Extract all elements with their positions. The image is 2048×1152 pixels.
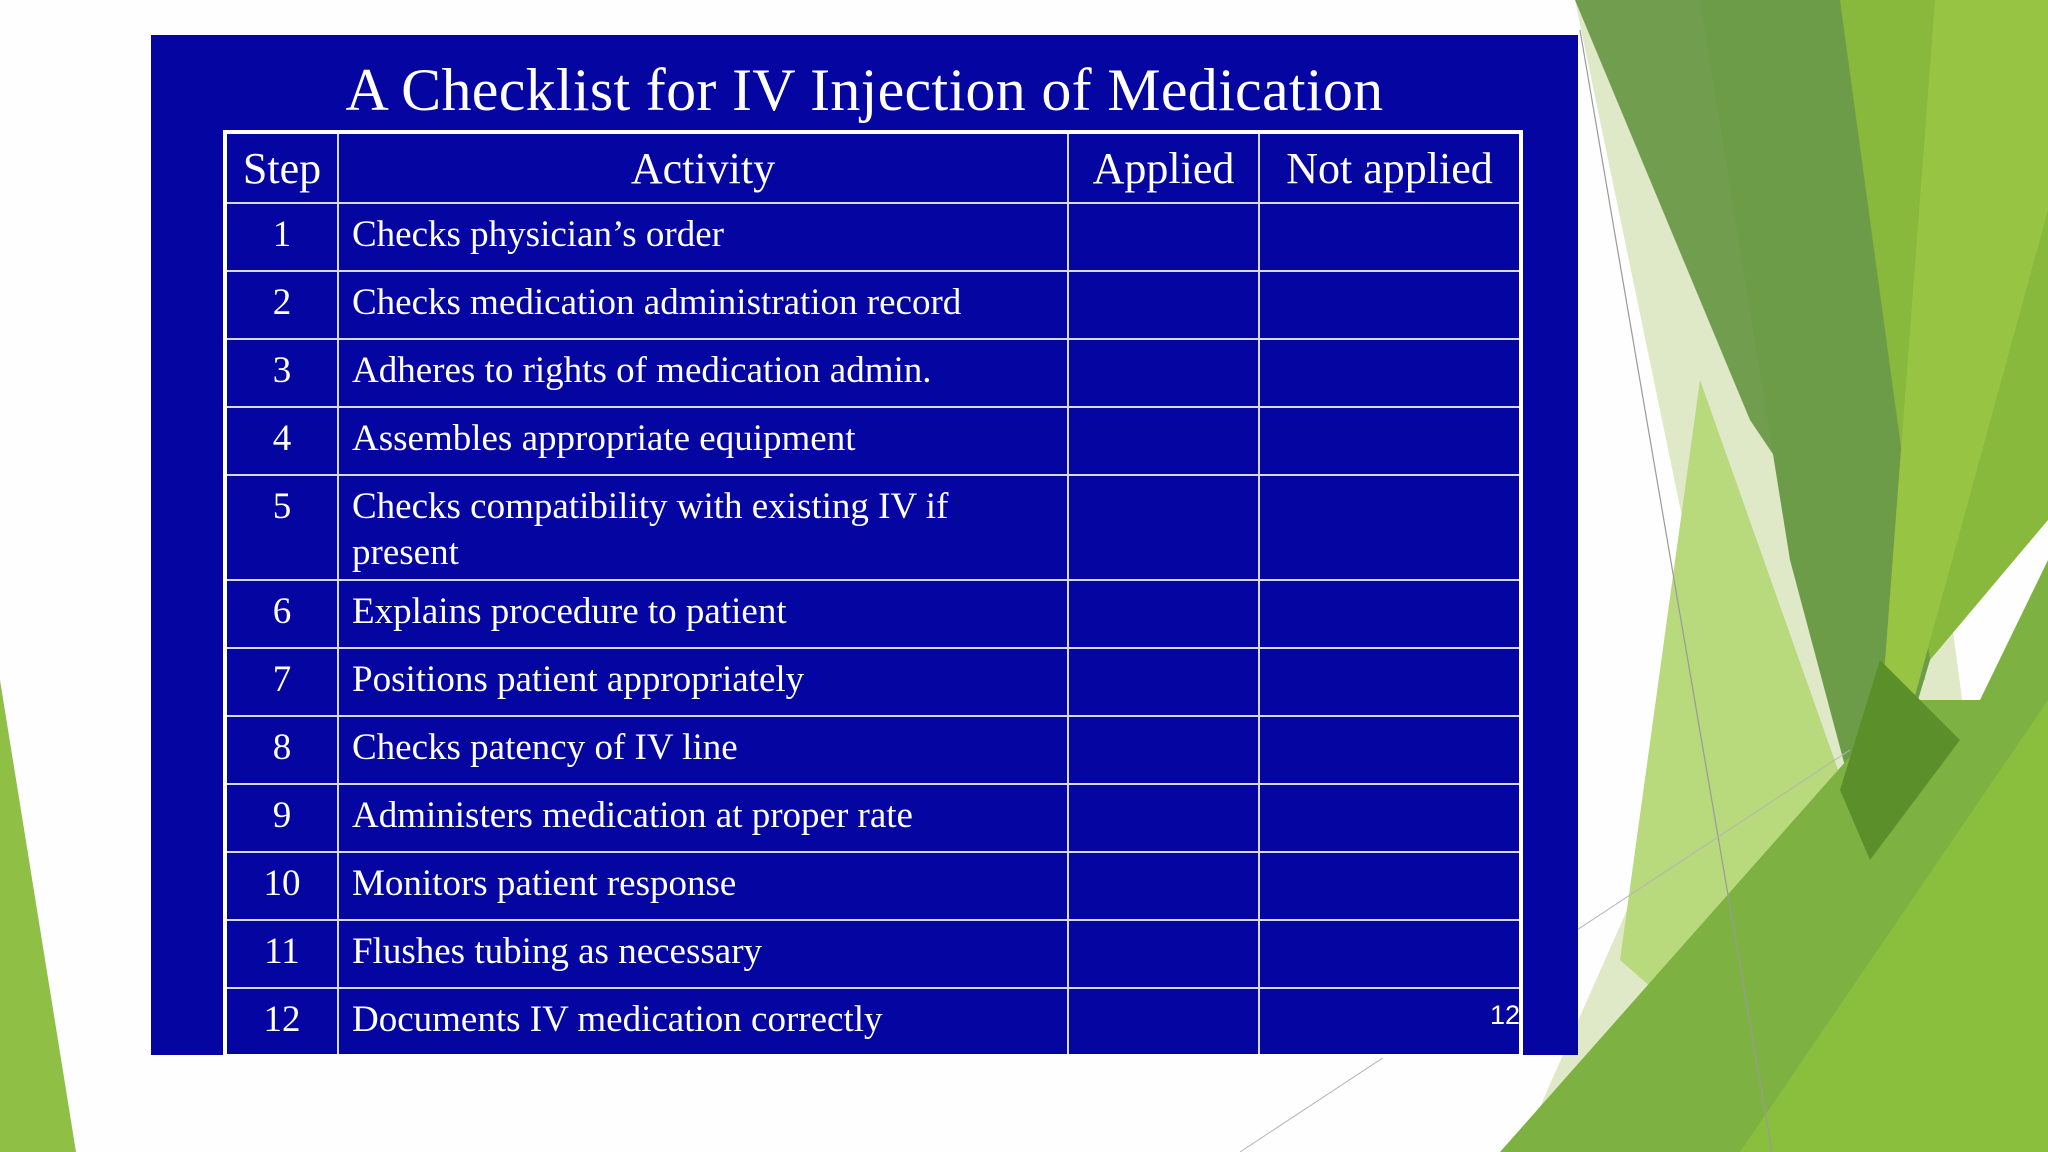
- activity-text: Flushes tubing as necessary: [338, 920, 1068, 988]
- column-header-activity: Activity: [338, 132, 1068, 203]
- not-applied-cell: [1259, 648, 1521, 716]
- applied-cell: [1068, 271, 1259, 339]
- not-applied-cell: [1259, 852, 1521, 920]
- slide-title: A Checklist for IV Injection of Medication: [345, 57, 1384, 123]
- activity-text: Administers medication at proper rate: [338, 784, 1068, 852]
- applied-cell: [1068, 716, 1259, 784]
- table-row: [225, 580, 1521, 648]
- table-row: [225, 203, 1521, 271]
- activity-text: Documents IV medication correctly: [338, 988, 1068, 1056]
- step-number: 7: [225, 648, 338, 716]
- table-header-row: [225, 132, 1521, 203]
- table-row: [225, 988, 1521, 1056]
- activity-text: Adheres to rights of medication admin.: [338, 339, 1068, 407]
- applied-cell: [1068, 784, 1259, 852]
- not-applied-cell: [1259, 988, 1521, 1056]
- not-applied-cell: [1259, 475, 1521, 580]
- table-row: [225, 271, 1521, 339]
- activity-text: Explains procedure to patient: [338, 580, 1068, 648]
- step-number: 1: [225, 203, 338, 271]
- not-applied-cell: [1259, 920, 1521, 988]
- table-row: [225, 852, 1521, 920]
- step-number: 4: [225, 407, 338, 475]
- column-header-applied: Applied: [1068, 132, 1259, 203]
- table-row: [225, 716, 1521, 784]
- table-row: [225, 648, 1521, 716]
- activity-text: Checks compatibility with existing IV if present: [338, 475, 1068, 580]
- step-number: 11: [225, 920, 338, 988]
- step-number: 9: [225, 784, 338, 852]
- table-row: [225, 784, 1521, 852]
- not-applied-cell: [1259, 716, 1521, 784]
- activity-text: Checks medication administration record: [338, 271, 1068, 339]
- applied-cell: [1068, 852, 1259, 920]
- activity-text: Checks patency of IV line: [338, 716, 1068, 784]
- applied-cell: [1068, 475, 1259, 580]
- not-applied-cell: [1259, 203, 1521, 271]
- applied-cell: [1068, 407, 1259, 475]
- column-header-step: Step: [225, 132, 338, 203]
- activity-text: Positions patient appropriately: [338, 648, 1068, 716]
- applied-cell: [1068, 580, 1259, 648]
- table-row: [225, 339, 1521, 407]
- slide-image: [151, 35, 1578, 1055]
- not-applied-cell: [1259, 407, 1521, 475]
- not-applied-cell: [1259, 784, 1521, 852]
- column-header-not-applied: Not applied: [1259, 132, 1521, 203]
- step-number: 6: [225, 580, 338, 648]
- activity-text: Assembles appropriate equipment: [338, 407, 1068, 475]
- step-number: 5: [225, 475, 338, 580]
- not-applied-cell: [1259, 580, 1521, 648]
- step-number: 10: [225, 852, 338, 920]
- checklist-table: [223, 130, 1523, 1058]
- left-green-shape: [0, 680, 76, 1152]
- page-number: 12: [1489, 1000, 1520, 1030]
- not-applied-cell: [1259, 271, 1521, 339]
- not-applied-cell: [1259, 339, 1521, 407]
- step-number: 8: [225, 716, 338, 784]
- applied-cell: [1068, 920, 1259, 988]
- applied-cell: [1068, 648, 1259, 716]
- table-row: [225, 475, 1521, 580]
- activity-text: Checks physician’s order: [338, 203, 1068, 271]
- step-number: 12: [225, 988, 338, 1056]
- table-row: [225, 407, 1521, 475]
- applied-cell: [1068, 339, 1259, 407]
- table-row: [225, 920, 1521, 988]
- step-number: 3: [225, 339, 338, 407]
- activity-text: Monitors patient response: [338, 852, 1068, 920]
- step-number: 2: [225, 271, 338, 339]
- applied-cell: [1068, 988, 1259, 1056]
- applied-cell: [1068, 203, 1259, 271]
